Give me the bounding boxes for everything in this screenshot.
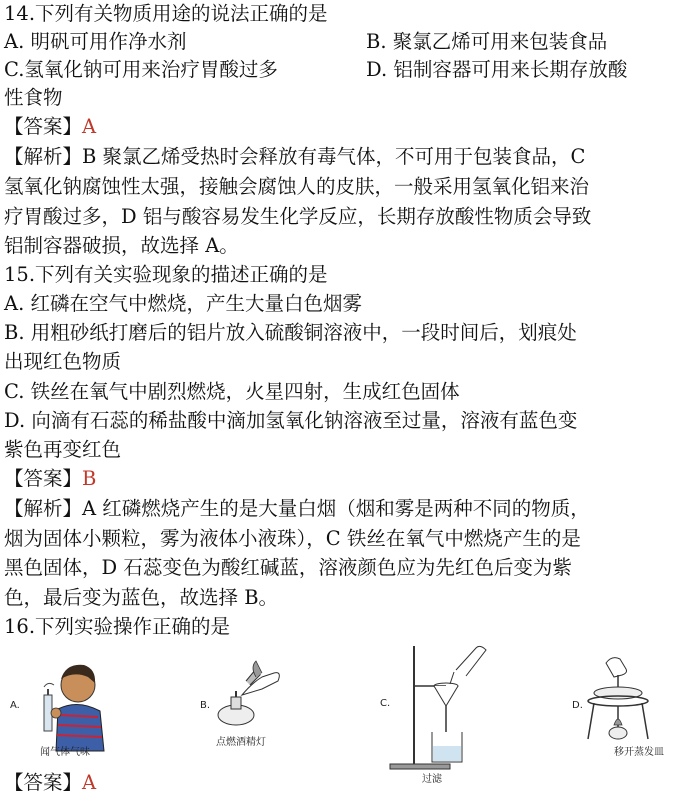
filtration-setup-illustration [370, 640, 510, 780]
figure-a [0, 655, 130, 767]
answer-label: 【答案】 [4, 771, 83, 794]
answer-label: 【答案】 [4, 467, 83, 490]
q14-analysis-line: 氢氧化钠腐蚀性太强，接触会腐蚀人的皮肤，一般采用氢氧化铝来治 [4, 175, 590, 198]
q15-line: 紫色再变红色 [4, 438, 122, 461]
q15-analysis-line: 黑色固体，D 石蕊变色为酸红碱蓝，溶液颜色应为先红色后变为紫 [4, 556, 572, 579]
q14-analysis-line: 铝制容器破损，故选择 A。 [4, 234, 239, 257]
q14-analysis-line: 疗胃酸过多，D 铝与酸容易发生化学反应，长期存放酸性物质会导致 [4, 205, 592, 228]
answer-value: B [82, 467, 97, 490]
figure-d-caption: 移开蒸发皿 [614, 747, 664, 758]
q14-answer [4, 114, 96, 140]
q15-line: C. 铁丝在氧气中剧烈燃烧，火星四射，生成红色固体 [4, 380, 460, 403]
q15-line: D. 向滴有石蕊的稀盐酸中滴加氢氧化钠溶液至过量，溶液有蓝色变 [4, 409, 578, 432]
q14-option-b: B. 聚氯乙烯可用来包装食品 [366, 30, 608, 53]
figure-c-caption: 过滤 [422, 774, 442, 785]
alcohol-lamp-illustration [190, 655, 320, 767]
figure-c [370, 640, 510, 785]
q14-analysis-line: 【解析】B 聚氯乙烯受热时会释放有毒气体，不可用于包装食品，C [4, 145, 586, 168]
figure-c-letter: C. [380, 698, 391, 709]
figure-a-caption: 闻气体气味 [40, 747, 90, 758]
q15-analysis-line: 烟为固体小颗粒，雾为液体小液珠），C 铁丝在氧气中燃烧产生的是 [4, 527, 581, 550]
answer-label: 【答案】 [4, 115, 83, 138]
figure-a-letter: A. [10, 700, 20, 711]
figure-b [190, 655, 320, 767]
q15-stem: 15.下列有关实验现象的描述正确的是 [4, 263, 328, 286]
answer-value: A [82, 115, 97, 138]
q14-option-c: C.氢氧化钠可用来治疗胃酸过多 [4, 58, 278, 81]
q14-stem: 14.下列有关物质用途的说法正确的是 [4, 2, 328, 25]
answer-value: A [82, 771, 97, 794]
figure-b-letter: B. [200, 700, 211, 711]
q15-analysis-line: 色，最后变为蓝色，故选择 B。 [4, 586, 279, 609]
q15-line: B. 用粗砂纸打磨后的铝片放入硫酸铜溶液中，一段时间后，划痕处 [4, 321, 577, 344]
q15-analysis-line: 【解析】A 红磷燃烧产生的是大量白烟（烟和雾是两种不同的物质， [4, 497, 590, 520]
q16-answer [4, 770, 96, 796]
figure-b-caption: 点燃酒精灯 [216, 737, 266, 748]
q15-answer [4, 466, 96, 492]
q14-option-a: A. 明矾可用作净水剂 [4, 30, 187, 53]
q15-line: A. 红磷在空气中燃烧，产生大量白色烟雾 [4, 292, 362, 315]
q14-option-d-cont: 性食物 [4, 86, 63, 109]
q16-stem: 16.下列实验操作正确的是 [4, 615, 231, 638]
q14-option-d: D. 铝制容器可用来长期存放酸 [366, 58, 628, 81]
figure-d-letter: D. [572, 700, 583, 711]
figure-d [568, 655, 683, 767]
q15-line: 出现红色物质 [4, 350, 122, 373]
